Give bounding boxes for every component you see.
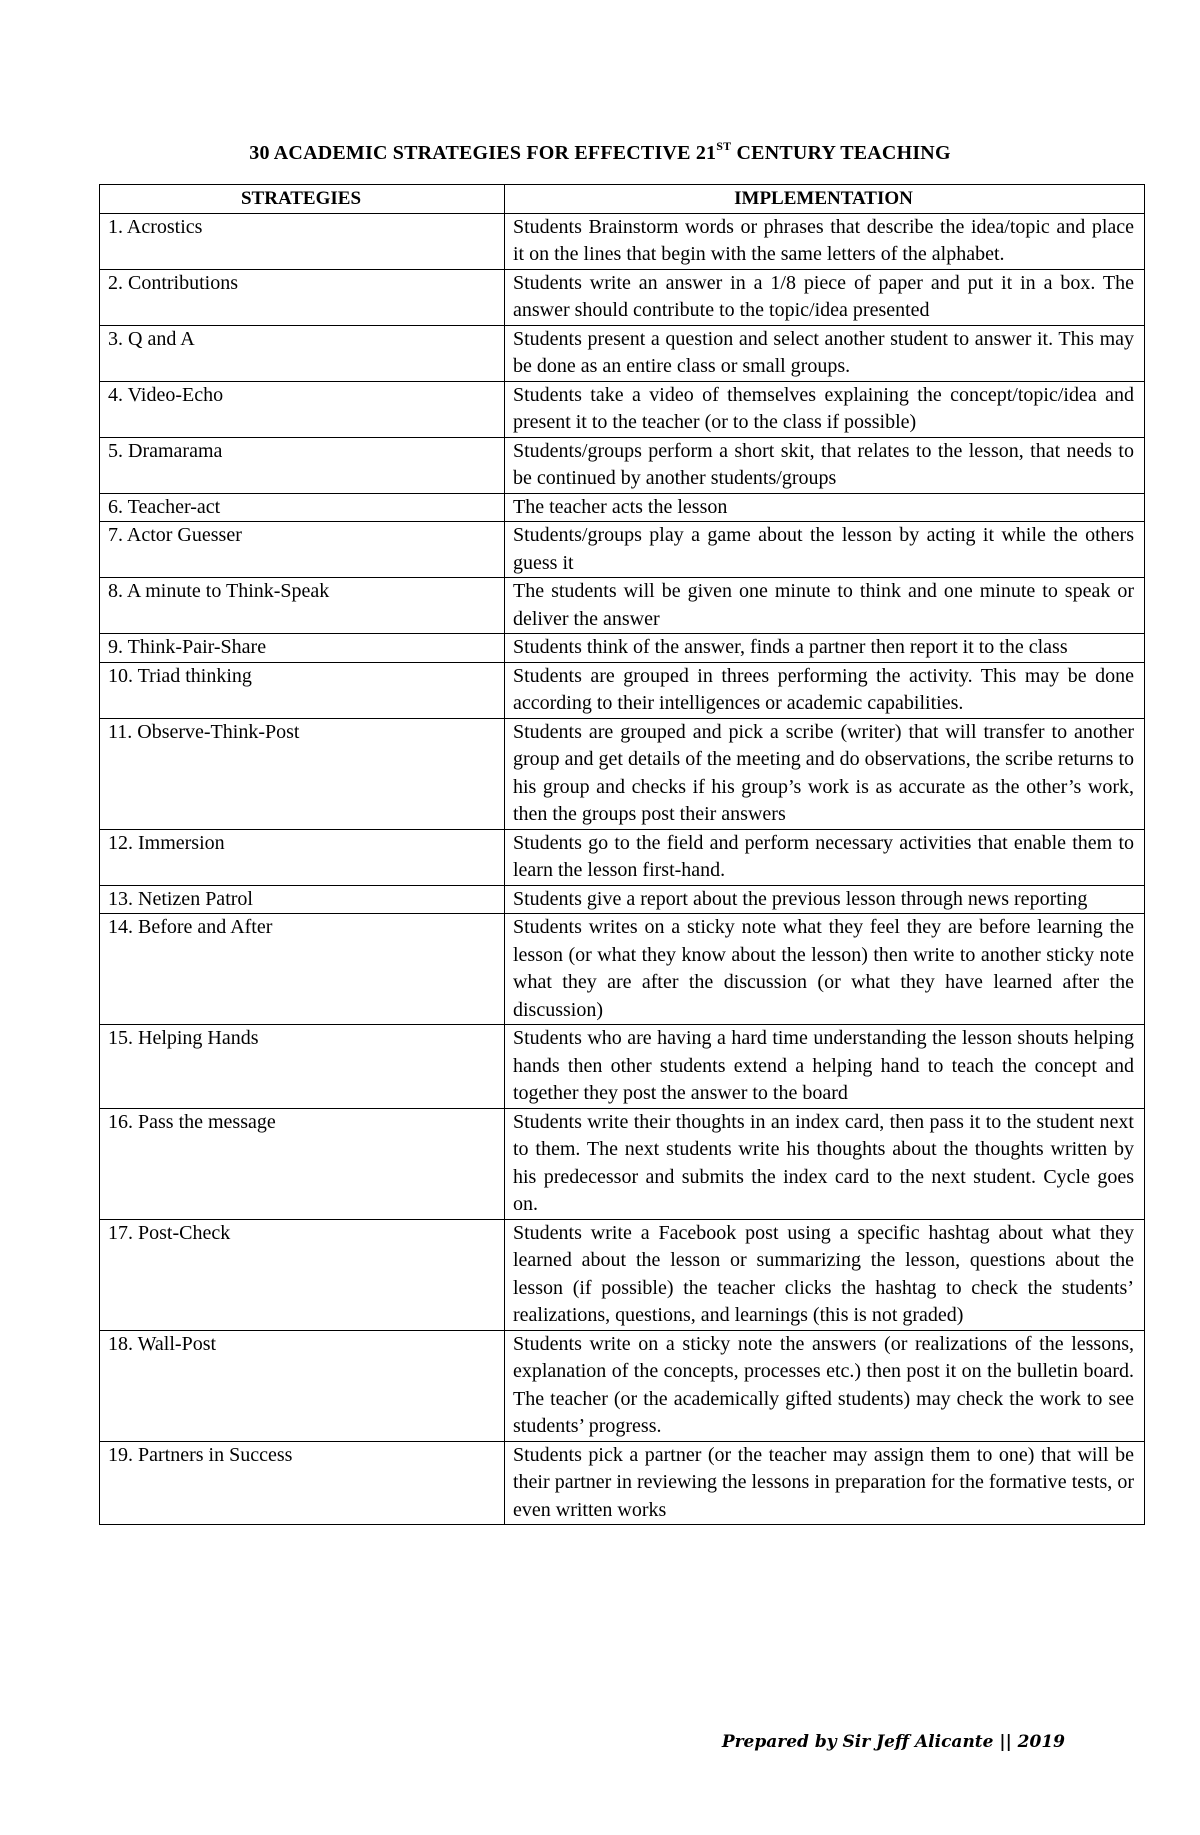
table-row — [100, 1330, 1145, 1441]
table-row — [100, 718, 1145, 829]
strategy-cell: 13. Netizen Patrol — [100, 885, 505, 914]
implementation-cell: Students/groups perform a short skit, that relates to the lesson, that needs to be continued by another students/groups — [505, 437, 1145, 493]
title-text-before: 30 ACADEMIC STRATEGIES FOR EFFECTIVE 21 — [249, 142, 717, 164]
header-implementation: IMPLEMENTATION — [505, 185, 1145, 214]
title-text-after: CENTURY TEACHING — [731, 142, 951, 164]
strategy-cell: 10. Triad thinking — [100, 662, 505, 718]
strategy-cell: 9. Think-Pair-Share — [100, 634, 505, 663]
strategy-cell: 18. Wall-Post — [100, 1330, 505, 1441]
strategy-cell: 16. Pass the message — [100, 1108, 505, 1219]
implementation-cell: Students pick a partner (or the teacher may assign them to one) that will be their partner in reviewing the lessons in preparation for the formative tests, or even written works — [505, 1441, 1145, 1525]
implementation-cell: Students give a report about the previous lesson through news reporting — [505, 885, 1145, 914]
strategy-cell: 6. Teacher-act — [100, 493, 505, 522]
strategy-cell: 15. Helping Hands — [100, 1025, 505, 1109]
table-row — [100, 381, 1145, 437]
implementation-cell: Students writes on a sticky note what they feel they are before learning the lesson (or what they know about the lesson) then write to another sticky note what they are after the discussion (or what they have learned after the discussion) — [505, 914, 1145, 1025]
strategy-cell: 8. A minute to Think-Speak — [100, 578, 505, 634]
implementation-cell: The students will be given one minute to think and one minute to speak or deliver the answer — [505, 578, 1145, 634]
table-row — [100, 634, 1145, 663]
implementation-cell: Students are grouped and pick a scribe (writer) that will transfer to another group and get details of the meeting and do observations, the scribe returns to his group and checks if his group’s work is as accurate as the other’s work, then the groups post their answers — [505, 718, 1145, 829]
page-title — [0, 139, 1200, 165]
table-row — [100, 1441, 1145, 1525]
implementation-cell: The teacher acts the lesson — [505, 493, 1145, 522]
implementation-cell: Students write an answer in a 1/8 piece of paper and put it in a box. The answer should contribute to the topic/idea presented — [505, 269, 1145, 325]
table-row — [100, 914, 1145, 1025]
implementation-cell: Students/groups play a game about the lesson by acting it while the others guess it — [505, 522, 1145, 578]
table-row — [100, 829, 1145, 885]
implementation-cell: Students write their thoughts in an index card, then pass it to the student next to them. The next students write his thoughts about the thoughts written by his predecessor and submits the index card to the next student. Cycle goes on. — [505, 1108, 1145, 1219]
strategy-cell: 2. Contributions — [100, 269, 505, 325]
table-row — [100, 1219, 1145, 1330]
implementation-cell: Students are grouped in threes performing the activity. This may be done according to their intelligences or academic capabilities. — [505, 662, 1145, 718]
table-row — [100, 493, 1145, 522]
header-strategies: STRATEGIES — [100, 185, 505, 214]
table-row — [100, 1108, 1145, 1219]
implementation-cell: Students write a Facebook post using a specific hashtag about what they learned about the lesson or summarizing the lesson, questions about the lesson (if possible) the teacher clicks the hashtag to check the students’ realizations, questions, and learnings (this is not graded) — [505, 1219, 1145, 1330]
prepared-by-signature: Prepared by Sir Jeff Alicante || 2019 — [721, 1732, 1065, 1752]
implementation-cell: Students think of the answer, finds a partner then report it to the class — [505, 634, 1145, 663]
implementation-cell: Students go to the field and perform necessary activities that enable them to learn the lesson first-hand. — [505, 829, 1145, 885]
strategy-cell: 19. Partners in Success — [100, 1441, 505, 1525]
implementation-cell: Students present a question and select another student to answer it. This may be done as an entire class or small groups. — [505, 325, 1145, 381]
strategy-cell: 12. Immersion — [100, 829, 505, 885]
table-row — [100, 269, 1145, 325]
table-row — [100, 213, 1145, 269]
strategies-table — [99, 184, 1145, 1525]
strategy-cell: 7. Actor Guesser — [100, 522, 505, 578]
table-row — [100, 437, 1145, 493]
implementation-cell: Students who are having a hard time understanding the lesson shouts helping hands then other students extend a helping hand to teach the concept and together they post the answer to the board — [505, 1025, 1145, 1109]
implementation-cell: Students write on a sticky note the answers (or realizations of the lessons, explanation of the concepts, processes etc.) then post it on the bulletin board. The teacher (or the academically gifted students) may check the work to see students’ progress. — [505, 1330, 1145, 1441]
table-row — [100, 1025, 1145, 1109]
table-row — [100, 578, 1145, 634]
implementation-cell: Students take a video of themselves explaining the concept/topic/idea and present it to the teacher (or to the class if possible) — [505, 381, 1145, 437]
table-header-row — [100, 185, 1145, 214]
table-row — [100, 522, 1145, 578]
strategy-cell: 17. Post-Check — [100, 1219, 505, 1330]
title-superscript: ST — [716, 139, 732, 153]
strategy-cell: 3. Q and A — [100, 325, 505, 381]
table-row — [100, 662, 1145, 718]
strategy-cell: 11. Observe-Think-Post — [100, 718, 505, 829]
strategy-cell: 14. Before and After — [100, 914, 505, 1025]
strategy-cell: 5. Dramarama — [100, 437, 505, 493]
strategy-cell: 1. Acrostics — [100, 213, 505, 269]
implementation-cell: Students Brainstorm words or phrases that describe the idea/topic and place it on the lines that begin with the same letters of the alphabet. — [505, 213, 1145, 269]
table-row — [100, 885, 1145, 914]
strategy-cell: 4. Video-Echo — [100, 381, 505, 437]
table-row — [100, 325, 1145, 381]
